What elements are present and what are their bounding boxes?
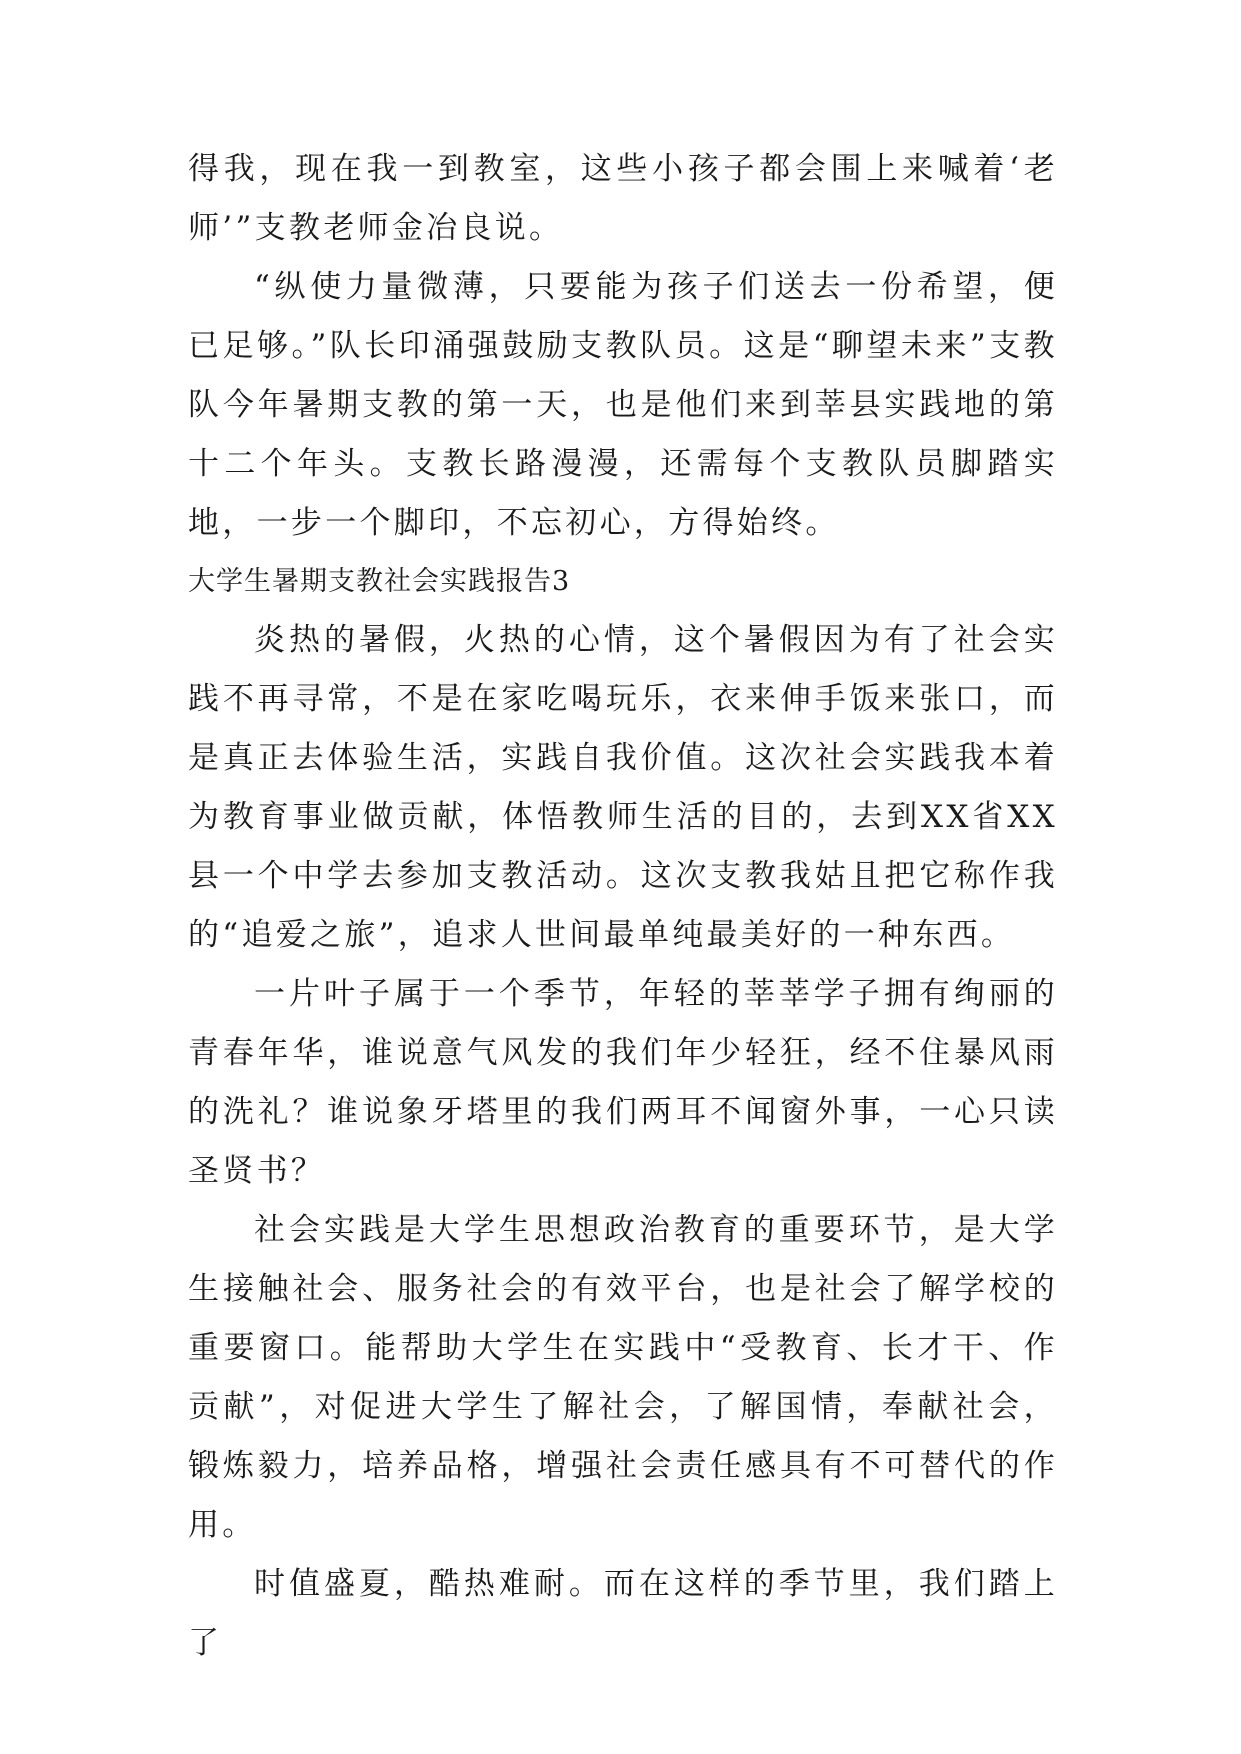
paragraph-continued: 得我，现在我一到教室，这些小孩子都会围上来喊着‘老师’”支教老师金冶良说。 (188, 151, 1058, 246)
paragraph-midsummer: 时值盛夏，酷热难耐。而在这样的季节里，我们踏上了 (188, 1566, 1058, 1661)
paragraph-team-leader-quote: “纵使力量微薄，只要能为孩子们送去一份希望，便已足够。”队长印涌强鼓励支教队员。这是“聊望未来”支教队今年暑期支教的第一天，也是他们来到莘县实践地的第十二个年头。支教长路漫漫，还需每个支教队员脚踏实地，一步一个脚印，不忘初心，方得始终。 (188, 269, 1058, 541)
section-heading-report-3: 大学生暑期支教社会实践报告3 (188, 566, 571, 597)
paragraph-summer-practice: 炎热的暑假，火热的心情，这个暑假因为有了社会实践不再寻常，不是在家吃喝玩乐，衣来伸手饭来张口，而是真正去体验生活，实践自我价值。这次社会实践我本着为教育事业做贡献，体悟教师生活的目的，去到XX省XX县一个中学去参加支教活动。这次支教我姑且把它称作我的“追爱之旅”，追求人世间最单纯最美好的一种东西。 (188, 622, 1058, 953)
document-body (188, 140, 1058, 1673)
paragraph-social-practice-importance: 社会实践是大学生思想政治教育的重要环节，是大学生接触社会、服务社会的有效平台，也是社会了解学校的重要窗口。能帮助大学生在实践中“受教育、长才干、作贡献”，对促进大学生了解社会，了解国情，奉献社会，锻炼毅力，培养品格，增强社会责任感具有不可替代的作用。 (188, 1212, 1058, 1543)
paragraph-youth: 一片叶子属于一个季节，年轻的莘莘学子拥有绚丽的青春年华，谁说意气风发的我们年少轻狂，经不住暴风雨的洗礼？谁说象牙塔里的我们两耳不闻窗外事，一心只读圣贤书？ (188, 976, 1058, 1189)
